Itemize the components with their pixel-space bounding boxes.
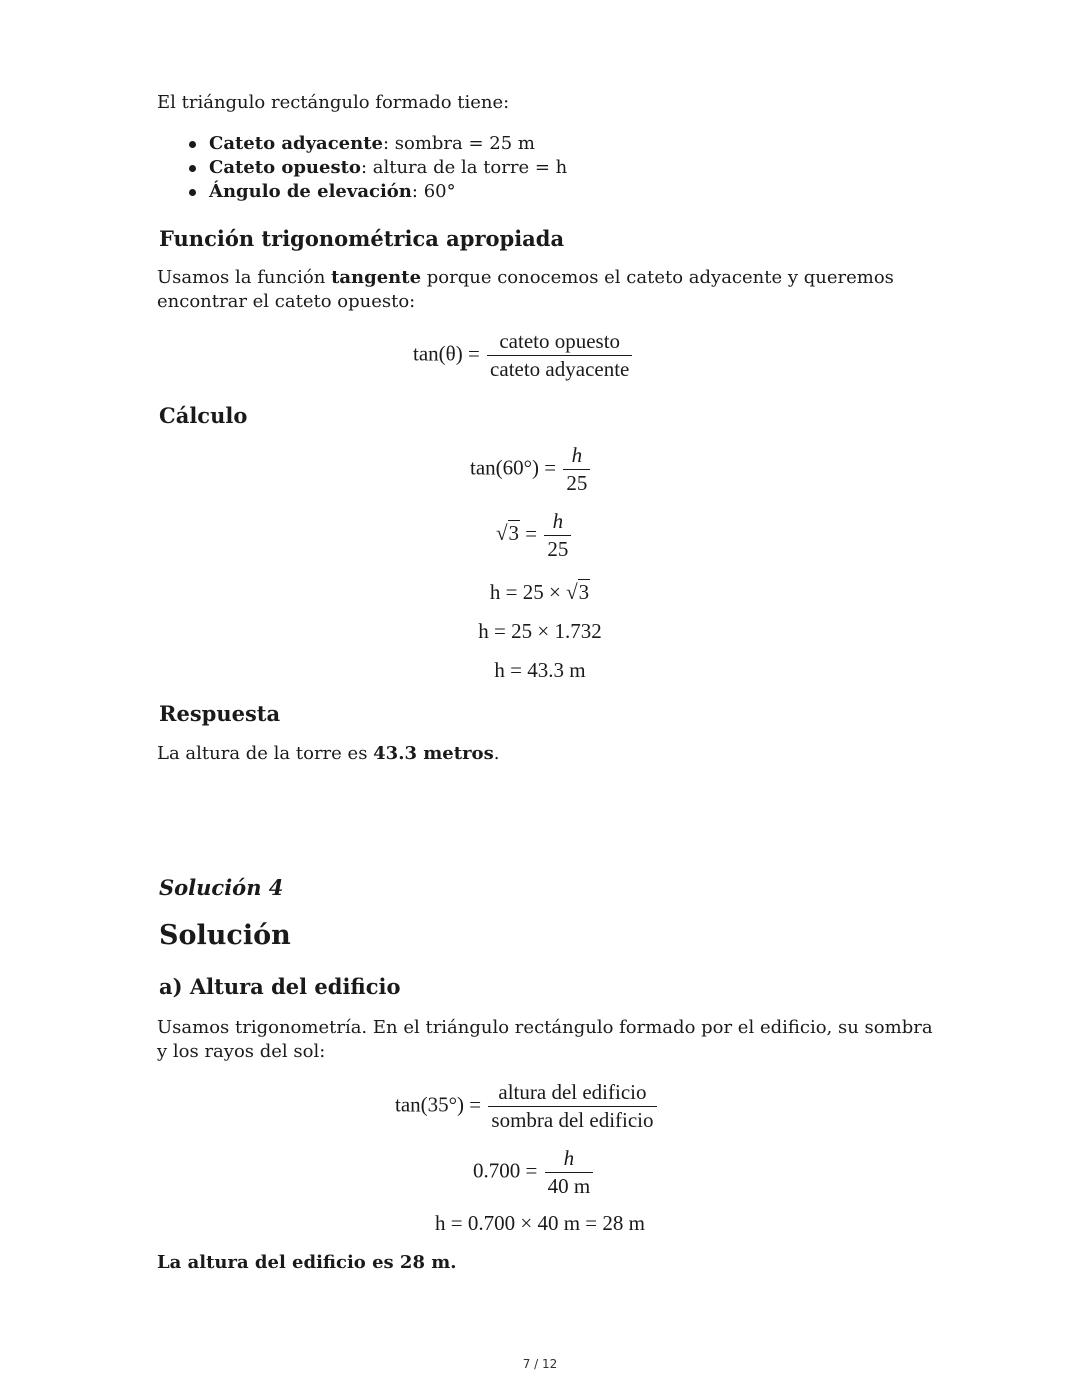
list-item-text: : 60° xyxy=(411,181,456,202)
fraction xyxy=(544,508,571,563)
fraction-numerator: h xyxy=(544,508,571,536)
fraction xyxy=(563,442,590,497)
page-number: 7 / 12 xyxy=(522,1357,558,1371)
radicand: 3 xyxy=(508,521,520,546)
equation-lhs: tan(35°) = xyxy=(395,1092,482,1117)
answer-prefix: La altura de la torre es xyxy=(157,743,374,764)
solution-label: Solución 4 xyxy=(159,875,284,900)
equation-text: h = 25 × xyxy=(489,580,567,604)
sqrt-expression: √3 xyxy=(496,521,520,546)
fraction xyxy=(488,1079,656,1134)
section-heading-trig-function: Función trigonométrica apropiada xyxy=(159,226,565,251)
fraction-numerator: h xyxy=(545,1145,594,1173)
equation-h-result: h = 43.3 m xyxy=(494,658,586,682)
sqrt-expression: √3 xyxy=(566,580,590,604)
equation-h-product: h = 25 × 1.732 xyxy=(478,619,602,643)
explanation-bold: tangente xyxy=(331,267,422,288)
equation-lhs: tan(60°) = xyxy=(470,455,557,480)
list-item xyxy=(157,132,567,156)
fraction-numerator: cateto opuesto xyxy=(487,328,632,356)
fraction-denominator: 40 m xyxy=(547,1174,591,1198)
explanation-text: porque conocemos el cateto adyacente y queremos encontrar el cateto opuesto: xyxy=(157,267,894,312)
equation-sqrt3 xyxy=(496,508,573,563)
fraction-numerator: h xyxy=(563,442,590,470)
triangle-parts-list xyxy=(157,132,567,204)
fraction-denominator: 25 xyxy=(566,471,588,495)
equation-building-result: h = 0.700 × 40 m = 28 m xyxy=(435,1211,645,1235)
list-item-label: Cateto adyacente xyxy=(209,133,383,154)
equation-tan35 xyxy=(395,1079,659,1134)
fraction-denominator: sombra del edificio xyxy=(491,1108,654,1132)
answer-text xyxy=(157,742,499,766)
equation-lhs: tan(θ) = xyxy=(413,341,480,366)
intro-text: El triángulo rectángulo formado tiene: xyxy=(157,92,510,113)
equation-0700 xyxy=(473,1145,595,1200)
radicand: 3 xyxy=(578,580,590,604)
list-item-label: Cateto opuesto xyxy=(209,157,361,178)
list-item-text: : sombra = 25 m xyxy=(382,133,535,154)
section-heading-calculation: Cálculo xyxy=(159,403,248,428)
fraction-numerator: altura del edificio xyxy=(488,1079,656,1107)
section-heading-answer: Respuesta xyxy=(159,701,281,726)
answer-value: 43.3 metros xyxy=(373,743,494,764)
tangent-definition-equation xyxy=(413,328,634,383)
tangent-explanation xyxy=(157,266,937,314)
equals-sign: = xyxy=(525,521,538,546)
fraction xyxy=(545,1145,594,1200)
equation-lhs: 0.700 = xyxy=(473,1158,538,1183)
equation-tan60 xyxy=(470,442,592,497)
fraction xyxy=(487,328,632,383)
building-explanation: Usamos trigonometría. En el triángulo rectángulo formado por el edificio, su sombra y los rayos del sol: xyxy=(157,1017,933,1062)
building-answer: La altura del edificio es 28 m. xyxy=(157,1252,457,1273)
subheading-building-height: a) Altura del edificio xyxy=(159,974,401,999)
equation-h-sqrt xyxy=(0,580,1080,605)
fraction-denominator: cateto adyacente xyxy=(490,357,630,381)
list-item xyxy=(157,156,567,180)
list-item-text: : altura de la torre = h xyxy=(360,157,568,178)
list-item-label: Ángulo de elevación xyxy=(209,181,412,202)
explanation-text: Usamos la función xyxy=(157,267,332,288)
list-item xyxy=(157,180,567,204)
fraction-denominator: 25 xyxy=(547,537,569,561)
answer-suffix: . xyxy=(493,743,500,764)
solution-title: Solución xyxy=(159,920,291,951)
